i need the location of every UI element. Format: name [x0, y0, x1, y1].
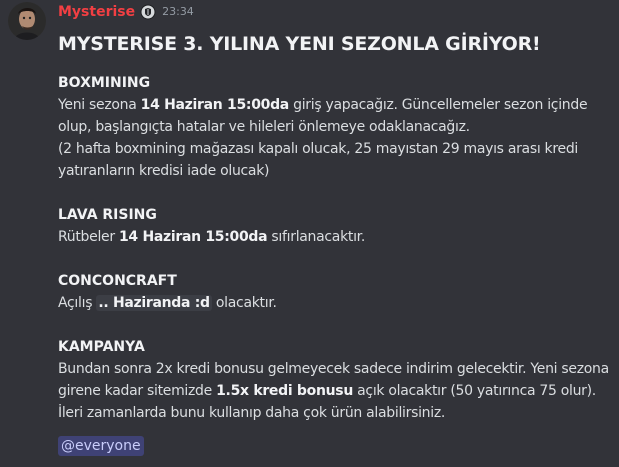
- text-line: yatıranların kredisi iade olucak): [58, 163, 270, 179]
- text-line: (2 hafta boxmining mağazası kapalı olucak, 25 mayıstan 29 mayıs arası kredi: [58, 141, 579, 157]
- section-lava-rising: [58, 204, 610, 248]
- section-heading: CONCONCRAFT: [58, 273, 177, 289]
- everyone-mention[interactable]: @everyone: [58, 436, 144, 456]
- section-boxmining: [58, 72, 610, 182]
- text-line: Açılış .. Haziranda :d olacaktır.: [58, 295, 277, 311]
- section-heading: KAMPANYA: [58, 339, 145, 355]
- username[interactable]: Mysterise: [58, 4, 136, 20]
- text-line: İleri zamanlarda bunu kullanıp daha çok ürün alabilirsiniz.: [58, 405, 446, 421]
- avatar[interactable]: [8, 2, 46, 40]
- section-kampanya: [58, 336, 610, 424]
- announcement-title: MYSTERISE 3. YILINA YENI SEZONLA GİRİYOR!: [58, 33, 541, 55]
- bold-date: 14 Haziran 15:00da: [118, 229, 268, 245]
- text-line: Yeni sezona 14 Haziran 15:00da giriş yapacağız. Güncellemeler sezon içinde: [58, 97, 588, 113]
- timestamp[interactable]: 23:34: [162, 5, 194, 18]
- text-line: Bundan sonra 2x kredi bonusu gelmeyecek sadece indirim gelecektir. Yeni sezona: [58, 361, 609, 377]
- shield-badge-icon[interactable]: [140, 4, 156, 20]
- bold-bonus: 1.5x kredi bonusu: [216, 383, 353, 399]
- inline-code: .. Haziranda :d: [98, 295, 210, 311]
- bold-date: 14 Haziran 15:00da: [140, 97, 289, 113]
- message-content: [58, 30, 610, 456]
- section-conconcraft: [58, 270, 610, 314]
- message-header: [58, 3, 194, 21]
- section-heading: LAVA RISING: [58, 207, 157, 223]
- text-line: olup, başlangıçta hatalar ve hileleri önlemeye odaklanacağız.: [58, 119, 470, 135]
- text-line: Rütbeler 14 Haziran 15:00da sıfırlanacaktır.: [58, 229, 365, 245]
- section-heading: BOXMINING: [58, 75, 151, 91]
- text-line: girene kadar sitemizde 1.5x kredi bonusu açık olacaktır (50 yatırınca 75 olur).: [58, 383, 596, 399]
